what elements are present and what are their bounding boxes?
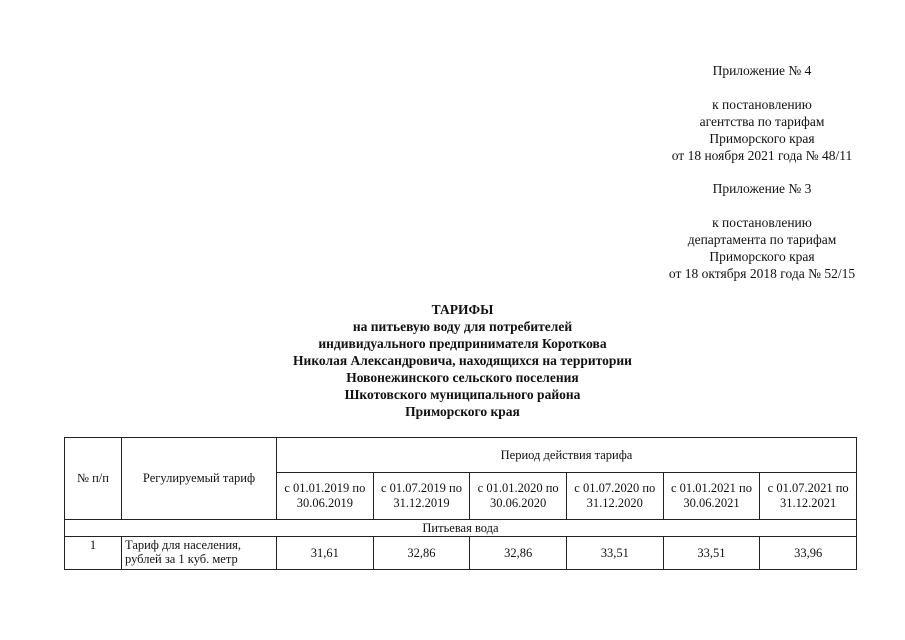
tariff-value-cell: 33,96 xyxy=(760,537,857,570)
tariff-table xyxy=(64,437,857,570)
period-header-cell: с 01.01.2019 по 30.06.2019 xyxy=(277,473,374,520)
heading-line: Шкотовского муниципального района xyxy=(344,387,581,402)
period-header-cell: с 01.01.2021 по 30.06.2021 xyxy=(663,473,760,520)
appendix-4-line: Приморского края xyxy=(709,131,815,146)
appendix-3-title: Приложение № 3 xyxy=(712,181,812,196)
appendix-3-block xyxy=(632,180,892,282)
appendix-4-block xyxy=(632,62,892,164)
heading-line: Приморского края xyxy=(405,404,520,419)
table-row xyxy=(65,537,857,570)
column-header-number: № п/п xyxy=(65,438,122,520)
period-header-cell: с 01.07.2019 по 31.12.2019 xyxy=(373,473,470,520)
heading-line: на питьевую воду для потребителей xyxy=(352,319,573,334)
appendix-3-line: департамента по тарифам xyxy=(687,232,837,247)
column-header-tariff: Регулируемый тариф xyxy=(122,438,277,520)
heading-line: Николая Александровича, находящихся на территории xyxy=(293,353,632,368)
tariff-value-cell: 32,86 xyxy=(373,537,470,570)
tariff-value-cell: 31,61 xyxy=(277,537,374,570)
heading-line: индивидуального предпринимателя Короткова xyxy=(318,336,607,351)
row-number: 1 xyxy=(65,537,122,570)
appendix-4-line: от 18 ноября 2021 года № 48/11 xyxy=(671,148,853,163)
appendix-4-line: к постановлению xyxy=(712,97,812,112)
document-heading xyxy=(200,301,725,420)
tariff-value-cell: 33,51 xyxy=(566,537,663,570)
period-header-cell: с 01.01.2020 по 30.06.2020 xyxy=(470,473,567,520)
appendix-4-title: Приложение № 4 xyxy=(712,63,812,78)
row-tariff-name: Тариф для населения, рублей за 1 куб. метр xyxy=(122,537,277,570)
column-header-period: Период действия тарифа xyxy=(277,438,857,473)
section-row-drinking-water: Питьевая вода xyxy=(65,520,857,537)
period-header-cell: с 01.07.2020 по 31.12.2020 xyxy=(566,473,663,520)
appendix-3-line: от 18 октября 2018 года № 52/15 xyxy=(668,266,856,281)
tariff-value-cell: 33,51 xyxy=(663,537,760,570)
appendix-4-line: агентства по тарифам xyxy=(699,114,825,129)
tariff-value-cell: 32,86 xyxy=(470,537,567,570)
appendix-3-line: Приморского края xyxy=(709,249,815,264)
appendix-3-line: к постановлению xyxy=(712,215,812,230)
heading-line: Новонежинского сельского поселения xyxy=(346,370,579,385)
heading-title: ТАРИФЫ xyxy=(431,302,494,317)
period-header-cell: с 01.07.2021 по 31.12.2021 xyxy=(760,473,857,520)
